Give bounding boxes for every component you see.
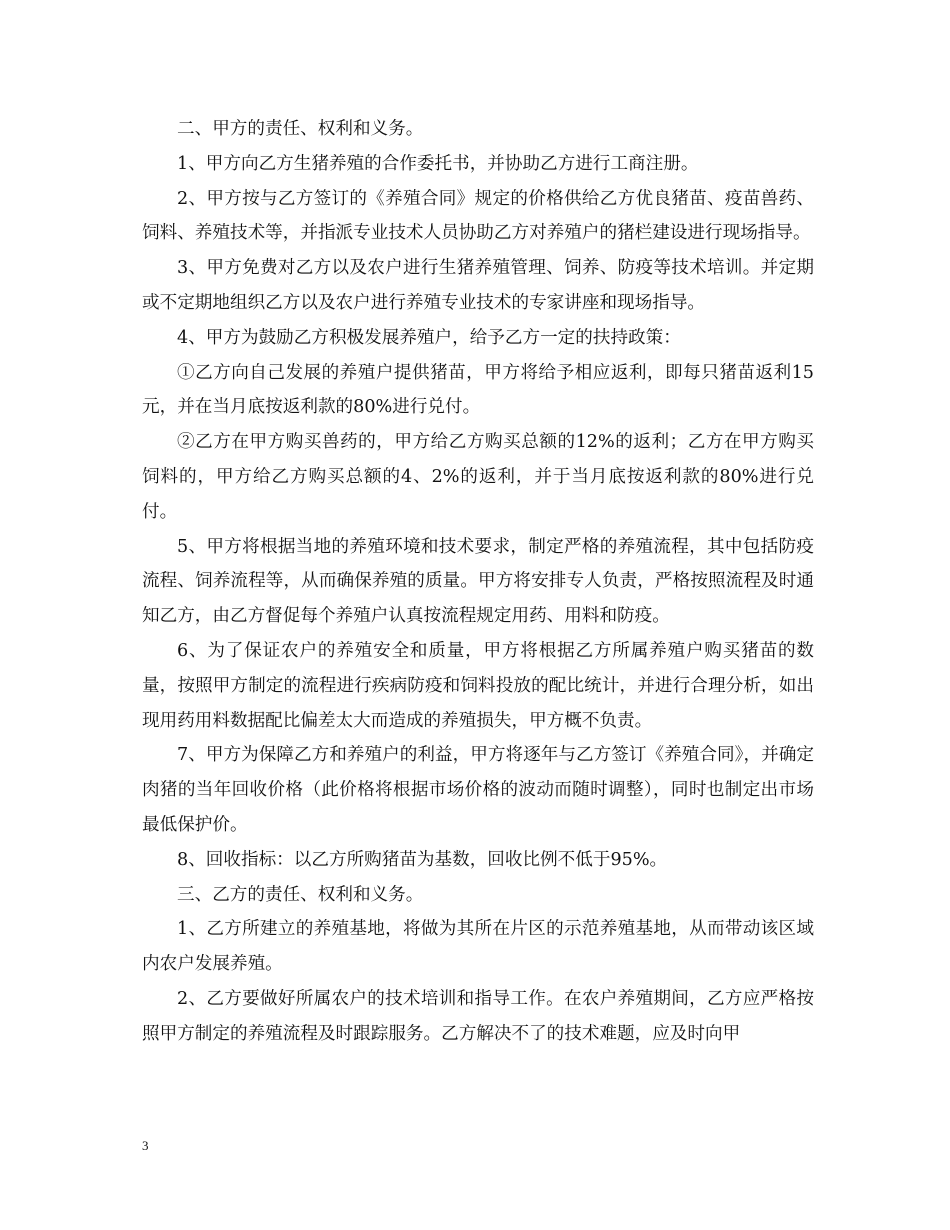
paragraph-a7: 7、甲方为保障乙方和养殖户的利益，甲方将逐年与乙方签订《养殖合同》，并确定肉猪的当年回收价格（此价格将根据市场价格的波动而随时调整），同时也制定出市场最低保护价。	[142, 745, 814, 835]
paragraph-a5: 5、甲方将根据当地的养殖环境和技术要求，制定严格的养殖流程，其中包括防疫流程、饲养流程等，从而确保养殖的质量。甲方将安排专人负责，严格按照流程及时通知乙方，由乙方督促每个养殖户认真按流程规定用药、用料和防疫。	[142, 536, 814, 627]
page-number: 3	[142, 1138, 149, 1153]
paragraph-b2: 2、乙方要做好所属农户的技术培训和指导工作。在农户养殖期间，乙方应严格按照甲方制定的养殖流程及时跟踪服务。乙方解决不了的技术难题，应及时向甲	[142, 988, 814, 1044]
section-heading-party-b: 三、乙方的责任、权利和义务。	[177, 884, 424, 905]
paragraph-a6: 6、为了保证农户的养殖安全和质量，甲方将根据乙方所属养殖户购买猪苗的数量，按照甲方制定的流程进行疾病防疫和饲料投放的配比统计，并进行合理分析，如出现用药用料数据配比偏差太大而造成的养殖损失，甲方概不负责。	[142, 640, 814, 731]
paragraph-a8: 8、回收指标：以乙方所购猪苗为基数，回收比例不低于95%。	[177, 849, 668, 870]
paragraph-b1: 1、乙方所建立的养殖基地，将做为其所在片区的示范养殖基地，从而带动该区域内农户发展养殖。	[142, 919, 814, 975]
paragraph-a1: 1、甲方向乙方生猪养殖的合作委托书，并协助乙方进行工商注册。	[177, 153, 699, 174]
paragraph-a4-item2: ②乙方在甲方购买兽药的，甲方给乙方购买总额的12%的返利；乙方在甲方购买饲料的，甲方给乙方购买总额的4、2%的返利，并于当月底按返利款的80%进行兑付。	[142, 432, 814, 522]
paragraph-a4-item1: ①乙方向自己发展的养殖户提供猪苗，甲方将给予相应返利，即每只猪苗返利15元，并在当月底按返利款的80%进行兑付。	[142, 362, 814, 418]
paragraph-a3: 3、甲方免费对乙方以及农户进行生猪养殖管理、饲养、防疫等技术培训。并定期或不定期地组织乙方以及农户进行养殖专业技术的专家讲座和现场指导。	[142, 258, 814, 313]
paragraph-a2: 2、甲方按与乙方签订的《养殖合同》规定的价格供给乙方优良猪苗、疫苗兽药、饲料、养殖技术等，并指派专业技术人员协助乙方对养殖户的猪栏建设进行现场指导。	[142, 188, 814, 244]
paragraph-a4: 4、甲方为鼓励乙方积极发展养殖户，给予乙方一定的扶持政策：	[177, 327, 681, 348]
section-heading-party-a: 二、甲方的责任、权利和义务。	[177, 119, 424, 139]
document-body	[142, 112, 814, 1052]
